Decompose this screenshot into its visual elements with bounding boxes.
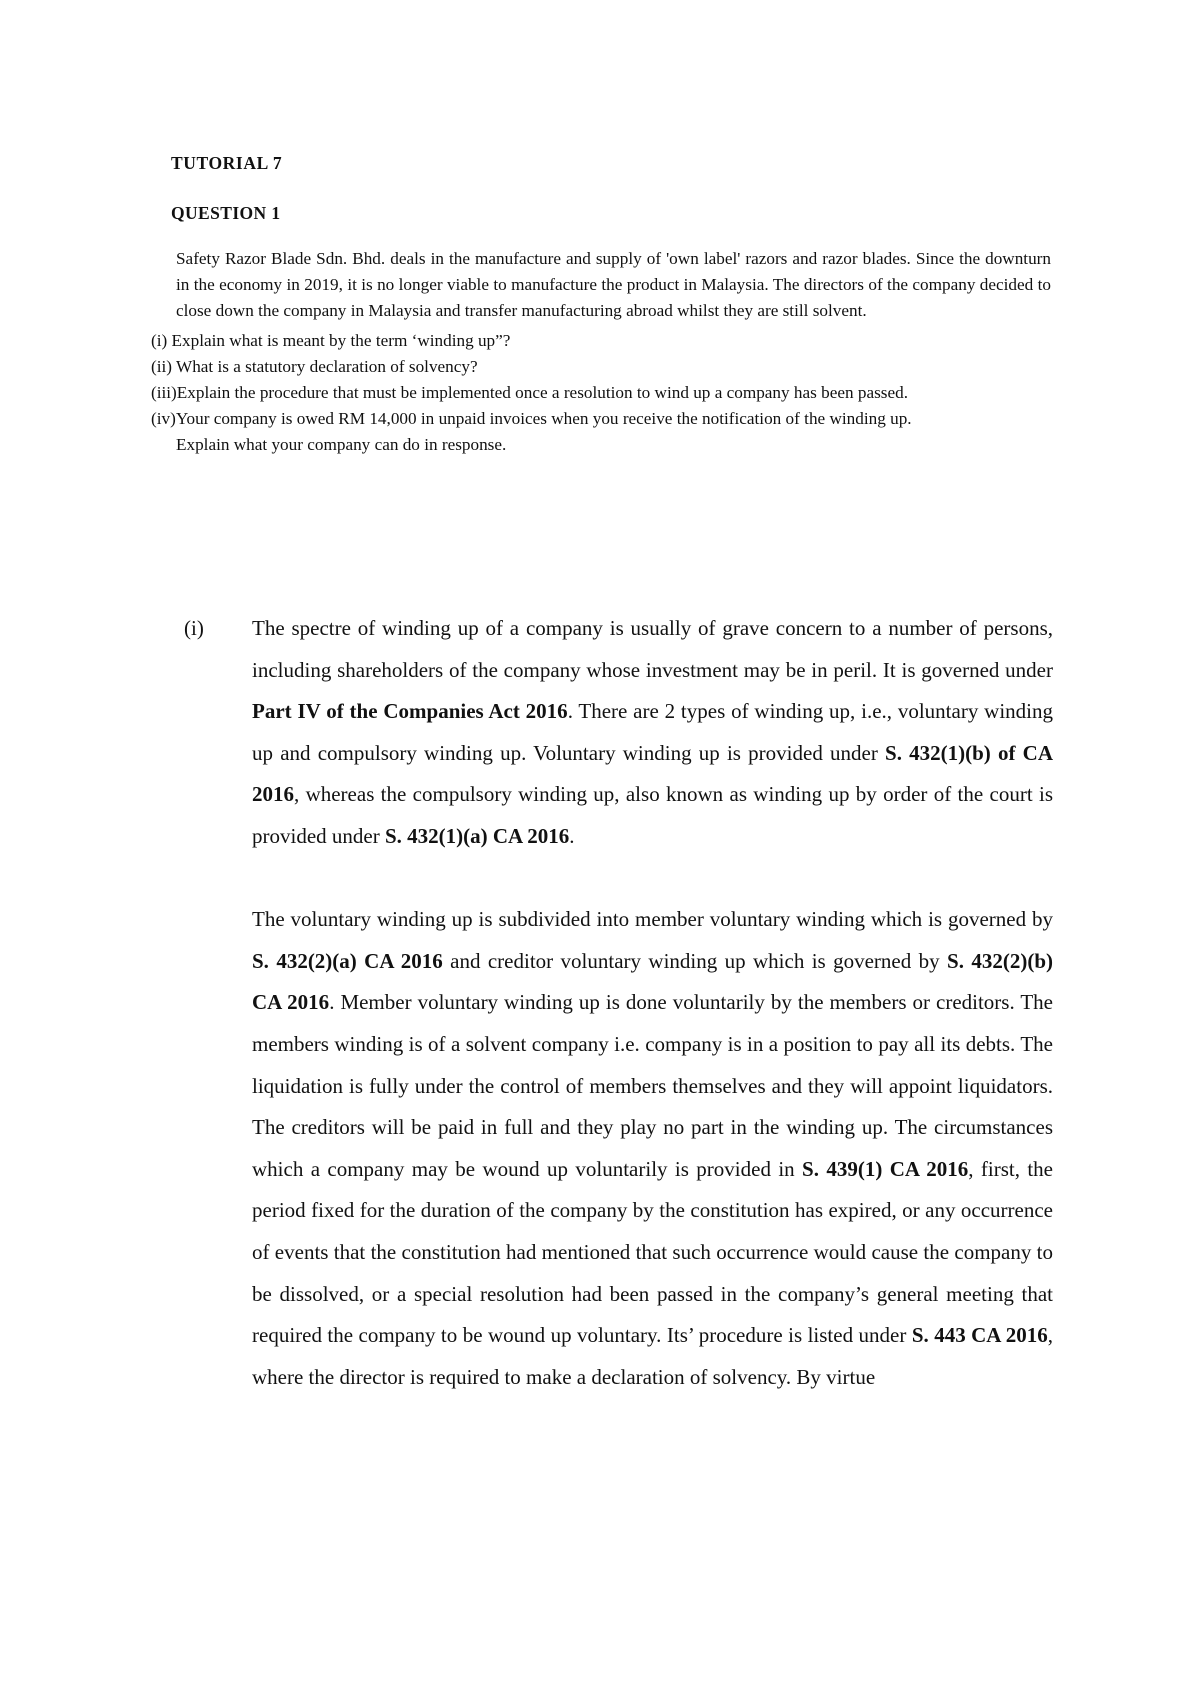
answer-body [252, 608, 1053, 1398]
text-run: . There are 2 types of winding up, i.e., voluntary winding up and compulsory winding up. Voluntary winding up is provided under [252, 699, 1053, 765]
tutorial-title: TUTORIAL 7 [171, 153, 283, 173]
text-run: , whereas the compulsory winding up, also known as winding up by order of the court is provided under [252, 782, 1053, 848]
question-item: Explain what your company can do in response. [176, 435, 507, 454]
question-item: (iii)Explain the procedure that must be implemented once a resolution to wind up a company has been passed. [151, 383, 908, 402]
text-run: The spectre of winding up of a company is usually of grave concern to a number of persons, including shareholders of the company whose investment may be in peril. It is governed under [252, 616, 1053, 682]
text-run: . Member voluntary winding up is done voluntarily by the members or creditors. The members winding is of a solvent company i.e. company is in a position to pay all its debts. The liquidation is fully under the control of members themselves and they will appoint liquidators. The creditors will be paid in full and they play no part in the winding up. The circumstances which a company may be wound up voluntarily is provided in [252, 990, 1053, 1181]
statute-reference: S. 443 CA 2016 [911, 1323, 1048, 1348]
statute-reference: S. 439(1) CA 2016 [802, 1156, 969, 1181]
statute-reference: S. 432(2)(b) CA 2016 [252, 948, 1053, 1015]
text-run: and creditor voluntary winding up which is governed by [442, 948, 948, 973]
answer-paragraph [252, 608, 1053, 858]
statute-reference: Part IV of the Companies Act 2016 [252, 699, 568, 724]
statute-reference: S. 432(2)(a) CA 2016 [252, 948, 443, 973]
question-item: (iv)Your company is owed RM 14,000 in unpaid invoices when you receive the notification of the winding up. [151, 409, 912, 428]
tutorial-question-block [151, 152, 1051, 458]
scenario-paragraph: Safety Razor Blade Sdn. Bhd. deals in the manufacture and supply of 'own label' razors and razor blades. Since the downturn in the economy in 2019, it is no longer viable to manufacture the product in Malaysia. The directors of the company decided to close down the company in Malaysia and transfer manufacturing abroad whilst they are still solvent. [176, 249, 1051, 320]
question-heading: QUESTION 1 [171, 203, 281, 223]
text-run: . [569, 823, 575, 848]
question-item: (ii) What is a statutory declaration of solvency? [151, 357, 478, 376]
statute-reference: S. 432(1)(b) of CA 2016 [252, 740, 1053, 807]
text-run: , where the director is required to make a declaration of solvency. By virtue [252, 1323, 1054, 1389]
statute-reference: S. 432(1)(a) CA 2016 [384, 823, 570, 848]
question-item: (i) Explain what is meant by the term ‘winding up”? [151, 331, 511, 350]
question-list [151, 328, 1051, 458]
text-run: The voluntary winding up is subdivided into member voluntary winding which is governed by [252, 907, 1053, 932]
text-run: , first, the period fixed for the duration of the company by the constitution has expired, or any occurrence of events that the constitution had mentioned that such occurrence would cause the company to be dissolved, or a special resolution had been passed in the company’s general meeting that required the company to be wound up voluntary. Its’ procedure is listed under [252, 1156, 1054, 1348]
answer-label: (i) [184, 616, 204, 640]
answer-paragraph [252, 899, 1053, 1398]
